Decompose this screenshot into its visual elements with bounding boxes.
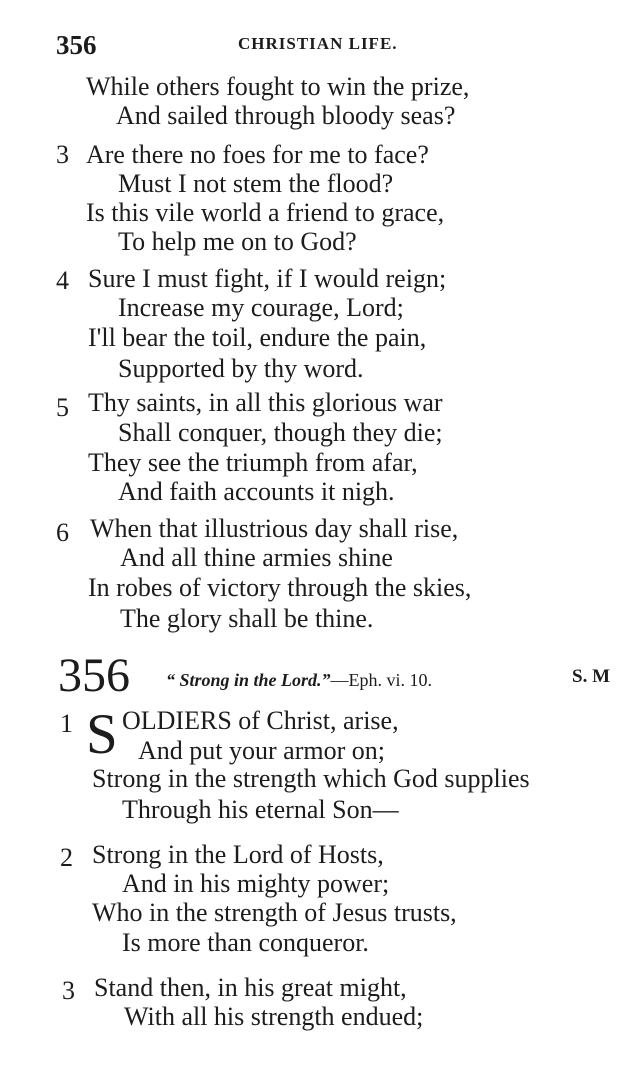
verse-line: Stand then, in his great might, [94,973,407,1002]
verse-line: With all his strength endued; [124,1002,424,1031]
verse-line: While others fought to win the prize, [86,72,470,101]
hymn-reference [166,669,432,691]
verse-line: And in his mighty power; [122,869,390,898]
verse-line: Is this vile world a friend to grace, [86,198,445,227]
verse-line: Shall conquer, though they die; [118,418,443,447]
verse-line: And sailed through bloody seas? [116,101,456,130]
drop-cap: S [86,703,118,766]
stanza-number: 6 [56,518,69,547]
verse-line: Are there no foes for me to face? [86,140,429,169]
verse-line: Who in the strength of Jesus trusts, [92,898,457,927]
verse-line: They see the triumph from afar, [88,448,418,477]
verse-line: Sure I must fight, if I would reign; [88,264,447,293]
verse-line: I'll bear the toil, endure the pain, [88,323,427,352]
verse-line: Thy saints, in all this glorious war [88,388,443,417]
stanza-number: 3 [62,976,75,1005]
verse-line: Increase my courage, Lord; [118,293,404,322]
stanza-number: 4 [56,266,69,295]
verse-line: Is more than conqueror. [122,928,369,957]
verse-line: OLDIERS of Christ, arise, [122,706,399,735]
verse-line: Supported by thy word. [118,354,364,383]
stanza-number: 5 [56,393,69,422]
verse-line: Through his eternal Son— [122,795,399,824]
stanza-number: 1 [60,709,73,738]
verse-line: Must I not stem the flood? [118,169,394,198]
hymn-meter: S. M [572,666,610,687]
verse-line: Strong in the strength which God supplies [92,764,530,793]
page-number: 356 [56,30,97,60]
stanza-number: 3 [56,140,69,169]
scripture-reference: —Eph. vi. 10. [330,670,433,690]
verse-line: Strong in the Lord of Hosts, [92,840,384,869]
verse-line: And all thine armies shine [120,543,393,572]
verse-line: In robes of victory through the skies, [88,573,472,602]
running-head: CHRISTIAN LIFE. [238,34,398,53]
stanza-number: 2 [60,843,73,872]
verse-line: When that illustrious day shall rise, [90,514,459,543]
verse-line: And faith accounts it nigh. [118,477,395,506]
hymn-title: “ Strong in the Lord.” [166,670,331,690]
verse-line: The glory shall be thine. [120,604,374,633]
verse-line: And put your armor on; [138,736,385,765]
verse-line: To help me on to God? [118,227,357,256]
hymn-number: 356 [58,649,130,702]
